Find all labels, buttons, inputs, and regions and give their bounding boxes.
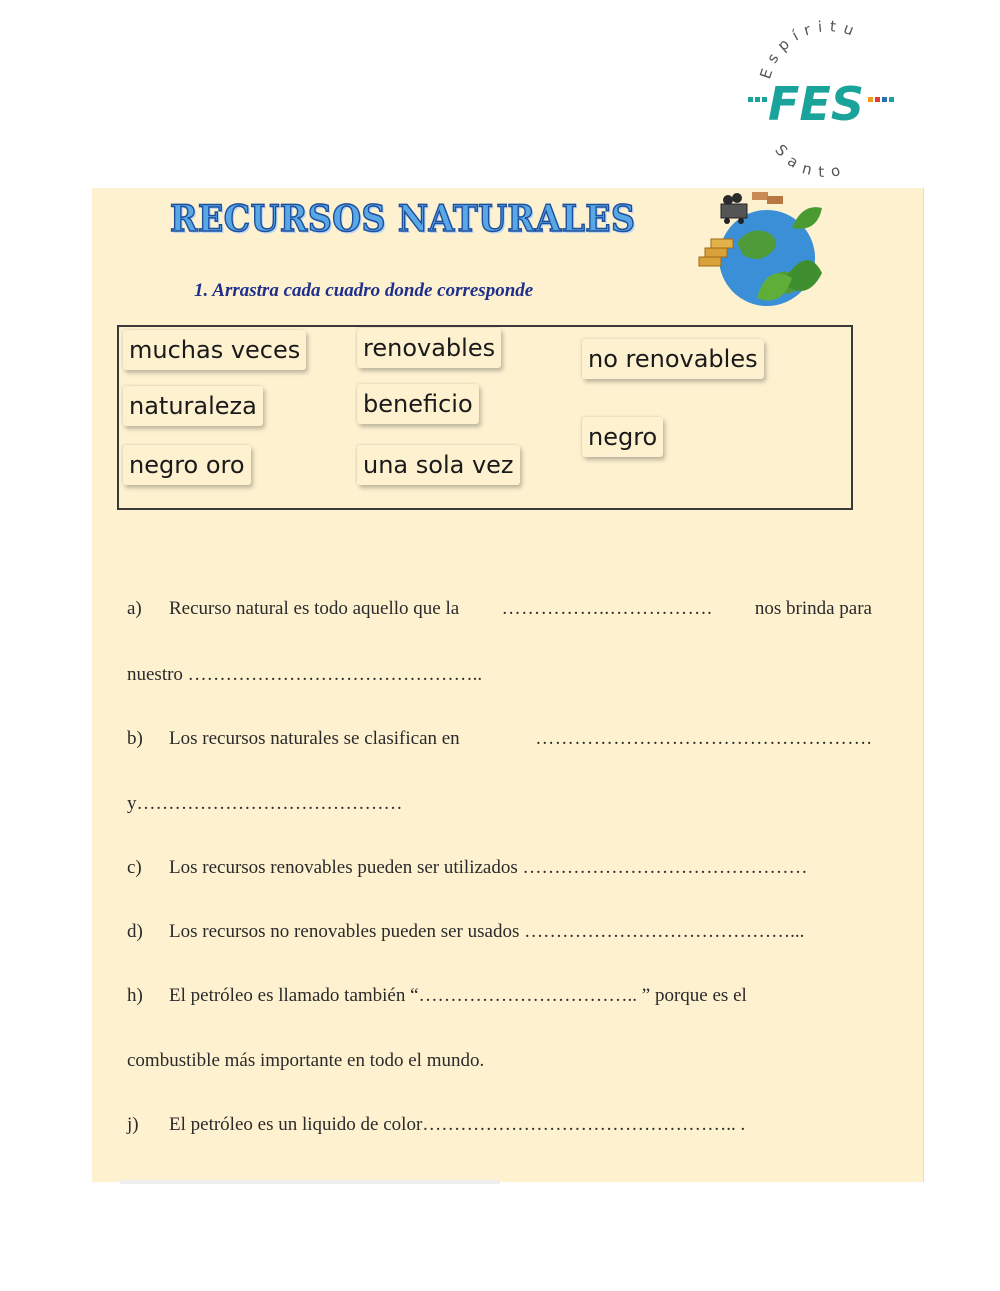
question-c: [127, 857, 872, 879]
question-label: j): [127, 1114, 139, 1135]
blank-a1[interactable]: ……………..…………….: [501, 598, 713, 619]
blank-b1[interactable]: …………………………………………….: [535, 728, 872, 749]
page-divider: [120, 1180, 500, 1184]
question-label: a): [127, 598, 142, 619]
question-h: [127, 985, 872, 1007]
worksheet-title: RECURSOS NATURALES: [170, 198, 636, 240]
chip-negro[interactable]: negro: [582, 417, 663, 457]
chip-negro-oro[interactable]: negro oro: [123, 445, 251, 485]
chip-beneficio[interactable]: beneficio: [357, 384, 479, 424]
instruction-text: 1. Arrastra cada cuadro donde corresponde: [194, 280, 534, 301]
question-text[interactable]: Los recursos renovables pueden ser utilizados ………………………………………: [169, 857, 808, 878]
question-a: [127, 598, 872, 620]
chip-muchas-veces[interactable]: muchas veces: [123, 330, 306, 370]
fes-logo: [740, 20, 910, 190]
question-b: [127, 728, 872, 750]
logo-text-top: Espíritu: [756, 20, 863, 82]
logo-arc: [740, 20, 910, 190]
question-text: Los recursos naturales se clasifican en: [169, 728, 460, 749]
earth-resources-icon: [697, 188, 827, 313]
question-h-line2: combustible más importante en todo el mundo.: [127, 1050, 485, 1071]
question-text: nos brinda para: [754, 598, 872, 619]
chip-una-sola-vez[interactable]: una sola vez: [357, 445, 520, 485]
worksheet: [92, 188, 924, 1182]
question-j: [127, 1114, 872, 1136]
question-label: d): [127, 921, 143, 942]
logo-initials: FES: [768, 77, 864, 131]
chip-no-renovables[interactable]: no renovables: [582, 339, 764, 379]
question-d: [127, 921, 872, 943]
question-text[interactable]: Los recursos no renovables pueden ser usados ……………………………………...: [169, 921, 805, 942]
word-bank: [117, 325, 853, 510]
question-b-line2[interactable]: y……………………………………: [127, 793, 403, 814]
question-label: b): [127, 728, 143, 749]
question-text[interactable]: El petróleo es llamado también “…………………………….. ” porque es el: [169, 985, 747, 1006]
question-a-line2[interactable]: nuestro ………………………………………..: [127, 664, 483, 685]
chip-naturaleza[interactable]: naturaleza: [123, 386, 263, 426]
question-label: h): [127, 985, 143, 1006]
question-text: Recurso natural es todo aquello que la: [169, 598, 460, 619]
chip-renovables[interactable]: renovables: [357, 328, 501, 368]
question-label: c): [127, 857, 142, 878]
logo-text-bottom: Santo: [771, 140, 850, 181]
question-text[interactable]: El petróleo es un liquido de color………………………………………….. .: [169, 1114, 746, 1135]
